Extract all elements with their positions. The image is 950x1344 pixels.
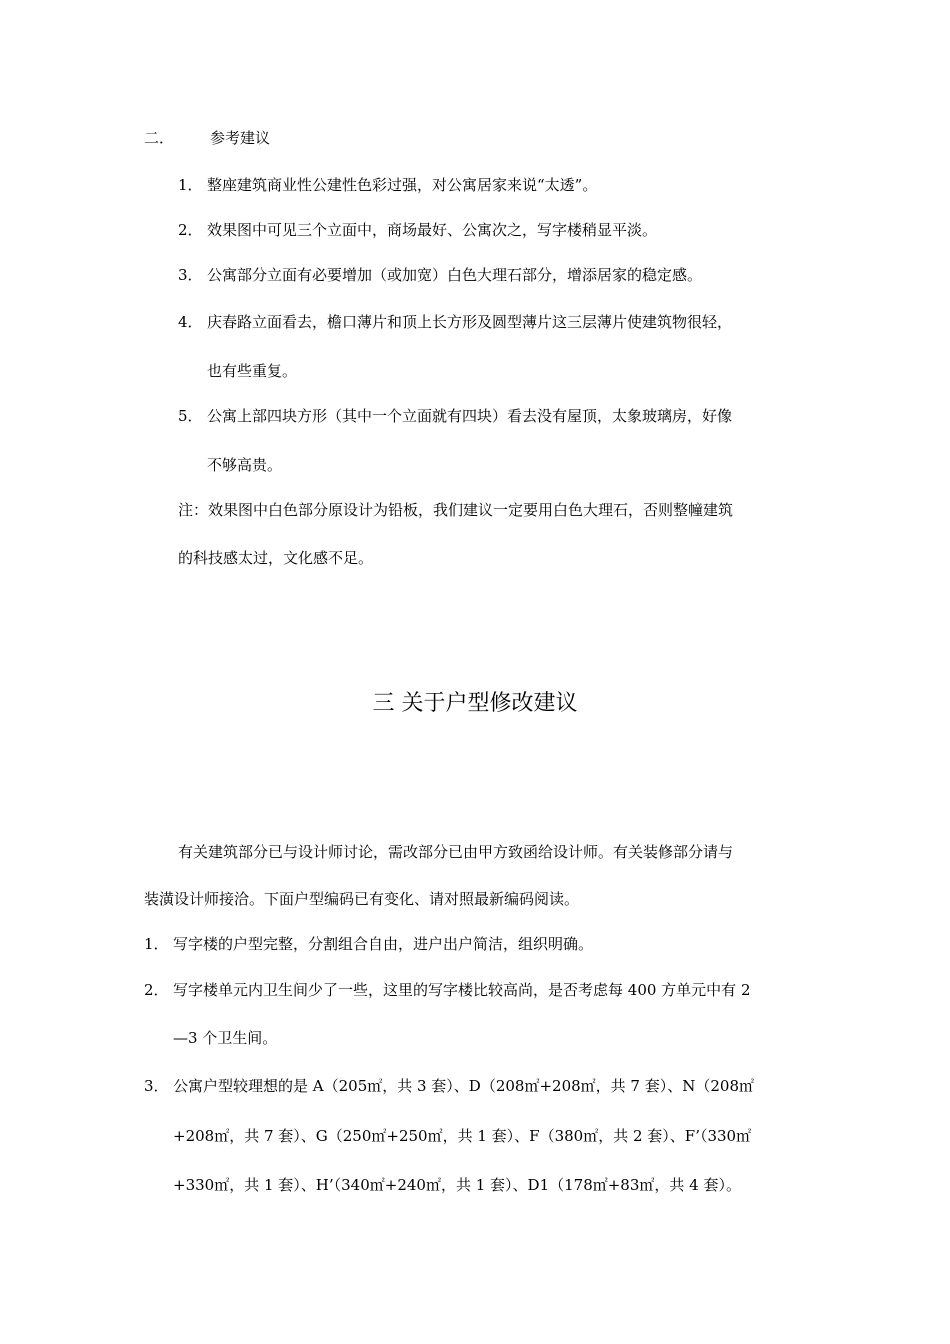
note-line-1: 注：效果图中白色部分原设计为铅板，我们建议一定要用白色大理石，否则整幢建筑 — [178, 501, 734, 519]
section2-item-2-text: 效果图中可见三个立面中，商场最好、公寓次之，写字楼稍显平淡。 — [207, 221, 658, 239]
section2-number: 二． — [144, 129, 175, 147]
section3-item-3-text-line2: +208㎡，共 7 套）、G（250㎡+250㎡，共 1 套）、F（380㎡，共 2 套）、F’（330㎡ — [173, 1127, 752, 1145]
section2-item-4-text-line1: 庆春路立面看去，檐口薄片和顶上长方形及圆型薄片这三层薄片使建筑物很轻， — [207, 313, 733, 331]
section3-item-3-text-line3: +330㎡，共 1 套）、H’（340㎡+240㎡，共 1 套）、D1（178㎡+83㎡，共 4 套）。 — [173, 1176, 741, 1194]
section2-item-5-number: 5． — [178, 407, 203, 425]
section3-item-2-text-line1: 写字楼单元内卫生间少了一些，这里的写字楼比较高尚，是否考虑每 400 方单元中有 2 — [173, 981, 751, 999]
section2-item-2-number: 2． — [178, 221, 203, 239]
section2-item-1-text: 整座建筑商业性公建性色彩过强，对公寓居家来说“太透”。 — [207, 176, 598, 194]
section2-item-4-number: 4． — [178, 313, 203, 331]
section2-item-5-text-line2: 不够高贵。 — [207, 456, 283, 474]
section3-item-3-number: 3． — [144, 1077, 169, 1095]
section3-item-2-text-line2: —3 个卫生间。 — [173, 1029, 278, 1047]
section2-item-1-number: 1． — [178, 176, 203, 194]
section2-item-3-text: 公寓部分立面有必要增加（或加宽）白色大理石部分，增添居家的稳定感。 — [207, 266, 703, 284]
section3-title: 三 关于户型修改建议 — [372, 691, 578, 716]
note-line-2: 的科技感太过，文化感不足。 — [178, 549, 374, 567]
section3-item-2-number: 2． — [144, 981, 169, 999]
intro-line-1: 有关建筑部分已与设计师讨论，需改部分已由甲方致函给设计师。有关装修部分请与 — [178, 843, 734, 861]
section2-item-5-text-line1: 公寓上部四块方形（其中一个立面就有四块）看去没有屋顶，太象玻璃房，好像 — [207, 407, 733, 425]
section3-item-1-text: 写字楼的户型完整，分割组合自由，进户出户简洁，组织明确。 — [173, 935, 594, 953]
section2-item-4-text-line2: 也有些重复。 — [207, 362, 298, 380]
section3-item-3-text-line1: 公寓户型较理想的是 A（205㎡，共 3 套）、D（208㎡+208㎡，共 7 套）、N（208㎡ — [173, 1077, 755, 1095]
section2-title: 参考建议 — [210, 129, 271, 147]
section3-item-1-number: 1． — [144, 935, 169, 953]
section2-item-3-number: 3． — [178, 266, 203, 284]
intro-line-2: 装潢设计师接洽。下面户型编码已有变化、请对照最新编码阅读。 — [144, 890, 580, 908]
